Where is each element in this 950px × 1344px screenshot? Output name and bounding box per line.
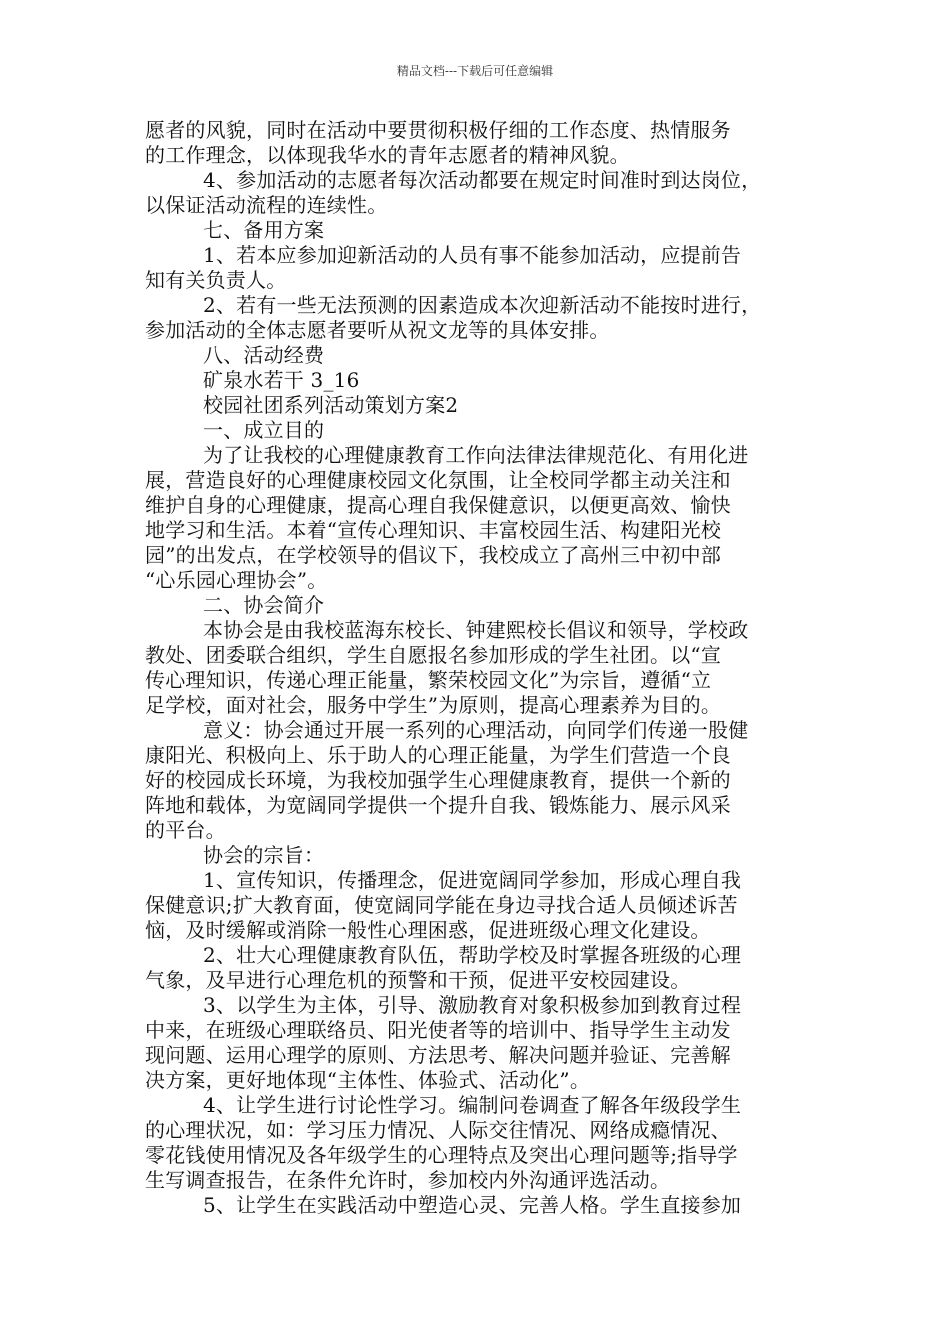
text-line: 4、参加活动的志愿者每次活动都要在规定时间准时到达岗位， — [203, 168, 762, 192]
text-line: 校园社团系列活动策划方案2 — [203, 393, 459, 417]
text-line: 1、若本应参加迎新活动的人员有事不能参加活动，应提前告 — [203, 243, 742, 267]
text-line: 保健意识;扩大教育面，使宽阔同学能在身边寻找合适人员倾述诉苦 — [145, 893, 738, 917]
text-line: 的工作理念，以体现我华水的青年志愿者的精神风貌。 — [145, 143, 630, 167]
text-line: 以保证活动流程的连续性。 — [145, 193, 388, 217]
text-line: 3、以学生为主体，引导、激励教育对象积极参加到教育过程 — [203, 993, 742, 1017]
text-line: 2、若有一些无法预测的因素造成本次迎新活动不能按时进行， — [203, 293, 762, 317]
text-line: “心乐园心理协会”。 — [145, 568, 328, 592]
text-line: 5、让学生在实践活动中塑造心灵、完善人格。学生直接参加 — [203, 1193, 742, 1217]
text-line: 协会的宗旨： — [203, 843, 325, 867]
document-body — [145, 118, 810, 1218]
text-line: 展，营造良好的心理健康校园文化氛围，让全校同学都主动关注和 — [145, 468, 731, 492]
text-line: 阵地和载体，为宽阔同学提供一个提升自我、锻炼能力、展示风采 — [145, 793, 731, 817]
text-line: 一、成立目的 — [203, 418, 325, 442]
text-line: 康阳光、积极向上、乐于助人的心理正能量，为学生们营造一个良 — [145, 743, 731, 767]
text-line: 1、宣传知识，传播理念，促进宽阔同学参加，形成心理自我 — [203, 868, 742, 892]
text-line: 知有关负责人。 — [145, 268, 287, 292]
text-line: 的平台。 — [145, 818, 226, 842]
text-line: 中来，在班级心理联络员、阳光使者等的培训中、指导学生主动发 — [145, 1018, 731, 1042]
page-header-watermark: 精品文档---下载后可任意编辑 — [396, 64, 554, 78]
text-line: 的心理状况，如：学习压力情况、人际交往情况、网络成瘾情况、 — [145, 1118, 731, 1142]
text-line: 维护自身的心理健康，提高心理自我保健意识，以便更高效、愉快 — [145, 493, 731, 517]
text-line: 地学习和生活。本着“宣传心理知识、丰富校园生活、构建阳光校 — [145, 518, 722, 542]
text-line: 4、让学生进行讨论性学习。编制问卷调查了解各年级段学生 — [203, 1093, 742, 1117]
text-line: 七、备用方案 — [203, 218, 325, 242]
text-line: 气象，及早进行心理危机的预警和干预，促进平安校园建设。 — [145, 968, 691, 992]
text-line: 恼，及时缓解或消除一般性心理困惑，促进班级心理文化建设。 — [145, 918, 711, 942]
text-line: 传心理知识，传递心理正能量，繁荣校园文化”为宗旨，遵循“立 — [145, 668, 712, 692]
text-line: 二、协会简介 — [203, 593, 325, 617]
text-line: 参加活动的全体志愿者要听从祝文龙等的具体安排。 — [145, 318, 610, 342]
text-line: 园”的出发点，在学校领导的倡议下，我校成立了高州三中初中部 — [145, 543, 722, 567]
text-line: 2、壮大心理健康教育队伍，帮助学校及时掌握各班级的心理 — [203, 943, 742, 967]
text-line: 决方案，更好地体现“主体性、体验式、活动化”。 — [145, 1068, 591, 1092]
text-line: 愿者的风貌，同时在活动中要贯彻积极仔细的工作态度、热情服务 — [145, 118, 731, 142]
text-line: 足学校，面对社会，服务中学生”为原则，提高心理素养为目的。 — [145, 693, 722, 717]
text-line: 本协会是由我校蓝海东校长、钟建熙校长倡议和领导，学校政 — [203, 618, 749, 642]
text-line: 现问题、运用心理学的原则、方法思考、解决问题并验证、完善解 — [145, 1043, 731, 1067]
text-line: 为了让我校的心理健康教育工作向法律法律规范化、有用化进 — [203, 443, 749, 467]
text-line: 好的校园成长环境，为我校加强学生心理健康教育，提供一个新的 — [145, 768, 731, 792]
text-line: 教处、团委联合组织，学生自愿报名参加形成的学生社团。以“宣 — [145, 643, 722, 667]
text-line: 矿泉水若干 3_16 — [203, 368, 360, 392]
text-line: 生写调查报告，在条件允许时，参加校内外沟通评选活动。 — [145, 1168, 671, 1192]
text-line: 八、活动经费 — [203, 343, 325, 367]
text-line: 零花钱使用情况及各年级学生的心理特点及突出心理问题等;指导学 — [145, 1143, 738, 1167]
text-line: 意义：协会通过开展一系列的心理活动，向同学们传递一股健 — [203, 718, 749, 742]
